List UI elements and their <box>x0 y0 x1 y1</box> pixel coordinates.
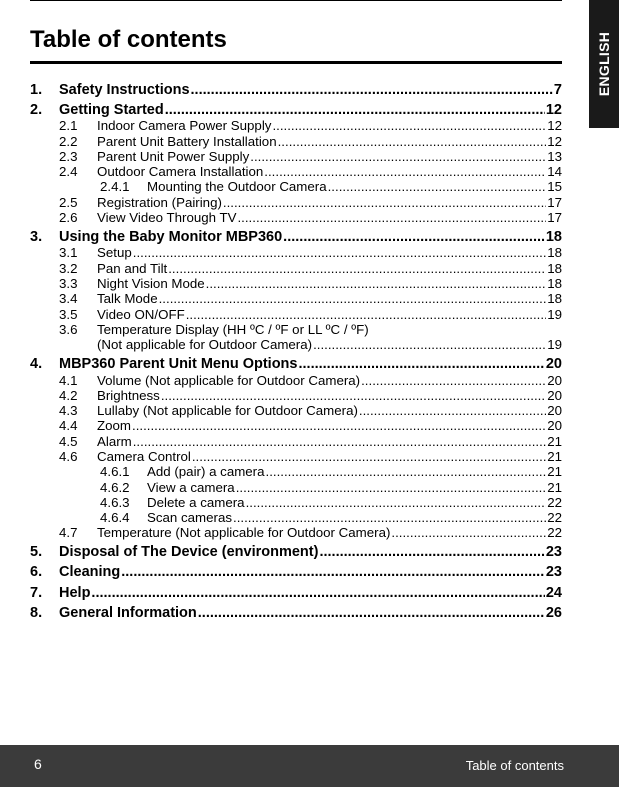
toc-entry-number: 4.6.1 <box>100 464 130 480</box>
toc-entry-title: Help <box>59 584 91 601</box>
toc-entry[interactable] <box>30 276 562 291</box>
toc-entry-page: 20 <box>547 387 562 403</box>
toc-entry-page: 7 <box>553 81 562 98</box>
toc-entry-title: Indoor Camera Power Supply <box>97 118 272 134</box>
toc-entry[interactable] <box>30 102 562 119</box>
toc-entry[interactable] <box>30 245 562 260</box>
toc-entry-title: Alarm <box>97 433 132 449</box>
toc-entry-page: 22 <box>547 494 562 510</box>
toc-entry-page: 21 <box>547 464 562 480</box>
toc-dot-leader <box>133 245 546 260</box>
toc-entry[interactable] <box>30 525 562 540</box>
toc-entry-number: 4.6.4 <box>100 510 130 526</box>
toc-entry-page: 20 <box>547 403 562 419</box>
toc-entry[interactable] <box>30 179 562 194</box>
toc-dot-leader <box>313 337 546 352</box>
toc-entry-page: 19 <box>547 337 562 353</box>
toc-entry-page: 20 <box>547 372 562 388</box>
toc-dot-leader <box>298 356 544 373</box>
toc-entry-title: View a camera <box>147 479 235 495</box>
toc-entry-title: Getting Started <box>59 101 164 118</box>
toc-dot-leader <box>236 480 547 495</box>
toc-entry-page: 18 <box>547 245 562 261</box>
toc-entry[interactable] <box>30 291 562 306</box>
toc-dot-leader <box>132 418 546 433</box>
toc-entry[interactable] <box>30 480 562 495</box>
toc-entry-number: 4.6 <box>59 449 78 465</box>
toc-dot-leader <box>272 118 546 133</box>
toc-entry-title: Add (pair) a camera <box>147 464 265 480</box>
toc-dot-leader <box>278 134 547 149</box>
toc-entry-title: Camera Control <box>97 449 191 465</box>
page-title: Table of contents <box>30 26 227 53</box>
toc-entry-number: 2. <box>30 101 43 118</box>
toc-entry[interactable] <box>30 134 562 149</box>
toc-dot-leader <box>191 82 553 99</box>
footer-section-title: Table of contents <box>465 758 564 773</box>
toc-dot-leader <box>266 464 547 479</box>
toc-entry[interactable] <box>30 307 562 322</box>
toc-entry-page: 21 <box>547 449 562 465</box>
toc-entry-page: 18 <box>547 260 562 276</box>
toc-dot-leader <box>328 179 547 194</box>
toc-entry[interactable] <box>30 564 562 581</box>
toc-entry[interactable] <box>30 585 562 602</box>
toc-dot-leader <box>223 195 546 210</box>
toc-dot-leader <box>250 149 546 164</box>
footer-page-number: 6 <box>34 756 42 772</box>
toc-entry[interactable] <box>30 449 562 464</box>
toc-entry-page: 21 <box>547 479 562 495</box>
toc-entry[interactable] <box>30 544 562 561</box>
toc-entry-number: 1. <box>30 81 43 98</box>
toc-entry-title: Volume (Not applicable for Outdoor Camera) <box>97 372 361 388</box>
toc-entry-title: Pan and Tilt <box>97 260 168 276</box>
toc-entry[interactable] <box>30 261 562 276</box>
toc-entry-title: Brightness <box>97 387 160 403</box>
toc-entry[interactable] <box>30 229 562 246</box>
toc-entry-title: Scan cameras <box>147 510 232 526</box>
toc-entry[interactable] <box>30 373 562 388</box>
toc-dot-leader <box>319 544 544 561</box>
toc-entry[interactable] <box>30 434 562 449</box>
toc-entry-number: 3.4 <box>59 291 78 307</box>
toc-entry[interactable] <box>30 495 562 510</box>
toc-entry-title: Mounting the Outdoor Camera <box>147 179 327 195</box>
toc-entry[interactable] <box>30 322 562 337</box>
toc-dot-leader <box>198 605 545 622</box>
toc-dot-leader <box>237 210 546 225</box>
toc-entry-title: Disposal of The Device (environment) <box>59 544 319 561</box>
toc-entry-page: 18 <box>545 228 562 245</box>
toc-entry[interactable] <box>30 337 562 352</box>
toc-entry-number: 8. <box>30 604 43 621</box>
toc-entry-title: Zoom <box>97 418 131 434</box>
toc-entry-page: 17 <box>547 210 562 226</box>
toc-entry-number: 3. <box>30 228 43 245</box>
toc-entry-number: 2.6 <box>59 210 78 226</box>
toc-entry-number: 5. <box>30 544 43 561</box>
toc-entry-title: Outdoor Camera Installation <box>97 164 264 180</box>
toc-entry-title: Temperature (Not applicable for Outdoor Camera) <box>97 525 391 541</box>
toc-dot-leader <box>121 564 545 581</box>
toc-entry-number: 4.2 <box>59 387 78 403</box>
toc-entry-page: 15 <box>547 179 562 195</box>
toc-entry-page: 22 <box>547 525 562 541</box>
toc-entry[interactable] <box>30 403 562 418</box>
toc-entry-page: 12 <box>547 133 562 149</box>
toc-dot-leader <box>133 434 546 449</box>
toc-entry[interactable] <box>30 510 562 525</box>
toc-entry-page: 20 <box>545 355 562 372</box>
toc-entry-number: 3.5 <box>59 306 78 322</box>
table-of-contents <box>30 78 562 621</box>
toc-entry-number: 4.3 <box>59 403 78 419</box>
toc-entry-title: Talk Mode <box>97 291 158 307</box>
toc-entry-title: Temperature Display (HH ºC / ºF or LL ºC / ºF) <box>97 321 369 337</box>
toc-entry-title: Parent Unit Battery Installation <box>97 133 277 149</box>
toc-entry-page: 18 <box>547 276 562 292</box>
toc-dot-leader <box>161 388 546 403</box>
toc-entry[interactable] <box>30 418 562 433</box>
toc-dot-leader <box>391 525 546 540</box>
toc-dot-leader <box>359 403 546 418</box>
toc-entry-page: 13 <box>547 148 562 164</box>
toc-dot-leader <box>192 449 546 464</box>
toc-entry[interactable] <box>30 149 562 164</box>
toc-entry-title: Delete a camera <box>147 494 245 510</box>
toc-dot-leader <box>186 307 547 322</box>
toc-entry-number: 4.1 <box>59 372 78 388</box>
toc-entry-page: 12 <box>545 101 562 118</box>
toc-entry-page: 24 <box>545 584 562 601</box>
toc-entry[interactable] <box>30 210 562 225</box>
toc-entry-number: 2.4 <box>59 164 78 180</box>
toc-entry-title: Setup <box>97 245 132 261</box>
toc-entry-number: 6. <box>30 564 43 581</box>
toc-entry-page: 19 <box>547 306 562 322</box>
toc-entry-number: 4.5 <box>59 433 78 449</box>
toc-entry-title: Using the Baby Monitor MBP360 <box>59 228 283 245</box>
toc-dot-leader <box>91 585 544 602</box>
toc-entry-title: Parent Unit Power Supply <box>97 148 250 164</box>
toc-entry-number: 7. <box>30 584 43 601</box>
toc-entry-page: 23 <box>545 564 562 581</box>
toc-dot-leader <box>283 229 545 246</box>
toc-entry-number: 2.4.1 <box>100 179 130 195</box>
toc-entry-number: 4.6.2 <box>100 479 130 495</box>
toc-entry-page: 20 <box>547 418 562 434</box>
toc-entry-number: 2.1 <box>59 118 78 134</box>
toc-dot-leader <box>168 261 546 276</box>
toc-entry-page: 26 <box>545 604 562 621</box>
toc-entry-page: 22 <box>547 510 562 526</box>
toc-entry-page: 23 <box>545 544 562 561</box>
toc-entry-title: Night Vision Mode <box>97 276 205 292</box>
toc-entry-page: 17 <box>547 194 562 210</box>
toc-entry[interactable] <box>30 164 562 179</box>
toc-entry-title: Registration (Pairing) <box>97 194 222 210</box>
toc-dot-leader <box>246 495 547 510</box>
toc-entry-number: 2.5 <box>59 194 78 210</box>
toc-entry[interactable] <box>30 388 562 403</box>
language-tab <box>589 0 619 128</box>
toc-dot-leader <box>361 373 546 388</box>
toc-entry-title: View Video Through TV <box>97 210 237 226</box>
toc-entry[interactable] <box>30 82 562 99</box>
toc-entry-page: 18 <box>547 291 562 307</box>
toc-entry-page: 21 <box>547 433 562 449</box>
toc-entry-number: 3.2 <box>59 260 78 276</box>
toc-entry-page: 14 <box>547 164 562 180</box>
toc-dot-leader <box>233 510 546 525</box>
toc-entry[interactable] <box>30 356 562 373</box>
toc-entry-title: Cleaning <box>59 564 121 581</box>
toc-entry-title: MBP360 Parent Unit Menu Options <box>59 355 298 372</box>
toc-entry-title: (Not applicable for Outdoor Camera) <box>97 337 313 353</box>
toc-entry-number: 4.4 <box>59 418 78 434</box>
title-rule <box>30 61 562 64</box>
toc-entry[interactable] <box>30 605 562 622</box>
toc-entry-number: 4. <box>30 355 43 372</box>
toc-entry-title: Video ON/OFF <box>97 306 185 322</box>
toc-dot-leader <box>165 102 545 119</box>
toc-entry-title: General Information <box>59 604 197 621</box>
toc-entry-title: Safety Instructions <box>59 81 190 98</box>
toc-entry-title: Lullaby (Not applicable for Outdoor Camera) <box>97 403 358 419</box>
toc-entry-number: 4.6.3 <box>100 494 130 510</box>
toc-entry[interactable] <box>30 118 562 133</box>
top-border-line <box>30 0 562 1</box>
toc-entry-number: 3.1 <box>59 245 78 261</box>
toc-entry-number: 3.3 <box>59 276 78 292</box>
toc-entry[interactable] <box>30 195 562 210</box>
toc-entry-number: 2.3 <box>59 148 78 164</box>
toc-entry-number: 3.6 <box>59 321 78 337</box>
toc-entry-number: 4.7 <box>59 525 78 541</box>
toc-dot-leader <box>206 276 547 291</box>
toc-entry-number: 2.2 <box>59 133 78 149</box>
toc-entry[interactable] <box>30 464 562 479</box>
toc-dot-leader <box>159 291 547 306</box>
page-footer <box>0 745 619 787</box>
toc-entry-page: 12 <box>547 118 562 134</box>
toc-dot-leader <box>264 164 546 179</box>
language-tab-label: ENGLISH <box>596 31 612 97</box>
